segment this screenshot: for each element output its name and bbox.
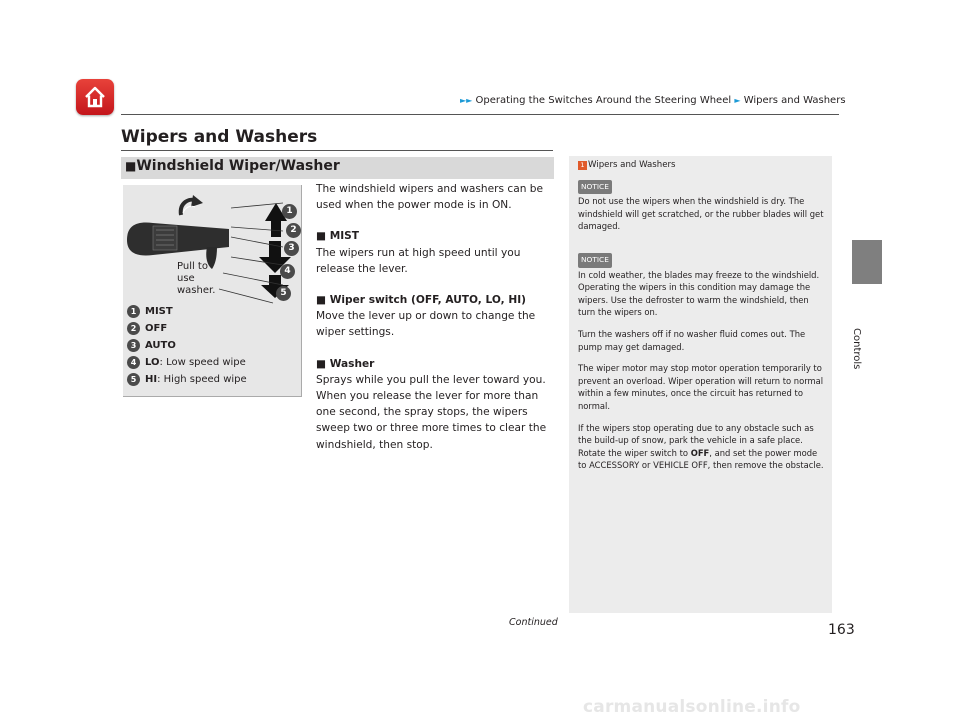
legend-item — [127, 304, 299, 321]
legend-item — [127, 355, 299, 372]
mist-paragraph: The wipers run at high speed until you release the lever. — [316, 246, 521, 275]
main-body-text — [316, 181, 556, 468]
legend-key: OFF — [145, 323, 168, 334]
home-icon — [83, 85, 107, 109]
chapter-tab-label[interactable]: Controls — [851, 328, 862, 370]
sidebar-heading — [578, 159, 826, 172]
home-button[interactable] — [76, 79, 114, 115]
breadcrumb-item[interactable]: Operating the Switches Around the Steering Wheel — [475, 95, 732, 106]
section-heading — [121, 157, 554, 179]
section-title: Windshield Wiper/Washer — [136, 158, 340, 174]
continued-label: Continued — [509, 617, 558, 628]
sidebar-paragraph: The wiper motor may stop motor operation temporarily to prevent an overload. Wiper operation will return to normal within a few minutes, once the circuit has returned to normal. — [578, 363, 824, 411]
legend-number: 1 — [127, 305, 140, 318]
page-number: 163 — [828, 622, 855, 638]
section-marker: ■ — [125, 159, 137, 173]
notes-sidebar — [569, 156, 832, 613]
callout-1: 1 — [282, 204, 297, 219]
callout-3: 3 — [284, 241, 299, 256]
legend-number: 4 — [127, 356, 140, 369]
legend-item — [127, 372, 299, 389]
chapter-tab-marker — [852, 240, 882, 284]
notice-badge: NOTICE — [578, 180, 612, 195]
figure-legend — [127, 304, 299, 389]
intro-paragraph: The windshield wipers and washers can be used when the power mode is in ON. — [316, 183, 544, 212]
mist-heading: ■ MIST — [316, 230, 360, 243]
notice-text: Operating the wipers in this condition may damage the wipers. Use the defroster to warm the windshield, then turn the wipers on. — [578, 282, 811, 318]
legend-item — [127, 321, 299, 338]
pull-to-use-washer-label: Pull to use washer. — [177, 261, 216, 296]
header-divider — [121, 114, 839, 115]
legend-text: : High speed wipe — [157, 374, 247, 385]
wiper-lever-illustration — [123, 185, 302, 397]
legend-number: 3 — [127, 339, 140, 352]
sidebar-paragraph: Turn the washers off if no washer fluid comes out. The pump may get damaged. — [578, 328, 806, 352]
wiper-switch-paragraph: Move the lever up or down to change the wiper settings. — [316, 310, 536, 339]
callout-2: 2 — [286, 223, 301, 238]
callout-4: 4 — [280, 264, 295, 279]
washer-heading: ■ Washer — [316, 357, 375, 370]
legend-text: : Low speed wipe — [159, 357, 246, 368]
watermark: carmanualsonline.info — [583, 697, 801, 717]
sidebar-heading-text: Wipers and Washers — [588, 160, 676, 170]
wiper-switch-heading: ■ Wiper switch (OFF, AUTO, LO, HI) — [316, 294, 527, 307]
washer-paragraph: Sprays while you pull the lever toward you. When you release the lever for more than one second, the spray stops, the wipers sweep two or three more times to clear the windshield, then stop. — [316, 373, 547, 451]
breadcrumb-separator-icon: ► — [734, 96, 741, 105]
breadcrumb-item[interactable]: Wipers and Washers — [743, 95, 846, 106]
legend-key: MIST — [145, 306, 173, 317]
sidebar-text: , and set the power mode to ACCESSORY or VEHICLE OFF, then remove the obstacle. — [578, 447, 824, 471]
legend-key: HI — [145, 374, 158, 385]
legend-number: 2 — [127, 322, 140, 335]
sidebar-text: Rotate the wiper switch to — [578, 447, 691, 458]
legend-item — [127, 338, 299, 355]
breadcrumb-arrow-icon: ►► — [460, 96, 473, 105]
legend-number: 5 — [127, 373, 140, 386]
legend-key: LO — [145, 357, 160, 368]
off-setting-label: OFF — [690, 447, 710, 458]
notice-text: In cold weather, the blades may freeze to the windshield. — [578, 269, 820, 280]
callout-5: 5 — [276, 286, 291, 301]
sidebar-paragraph — [578, 447, 826, 472]
sidebar-paragraph: If the wipers stop operating due to any obstacle such as the build-up of snow, park the vehicle in a safe place. — [578, 422, 814, 446]
notice-badge: NOTICE — [578, 253, 612, 268]
title-divider — [121, 150, 553, 151]
reference-number-icon: 1 — [578, 161, 587, 170]
notice-text: Do not use the wipers when the windshield is dry. The windshield will get scratched, or the rubber blades will get damaged. — [578, 196, 824, 232]
page-title: Wipers and Washers — [121, 127, 318, 147]
legend-key: AUTO — [145, 340, 176, 351]
breadcrumb — [460, 95, 846, 106]
